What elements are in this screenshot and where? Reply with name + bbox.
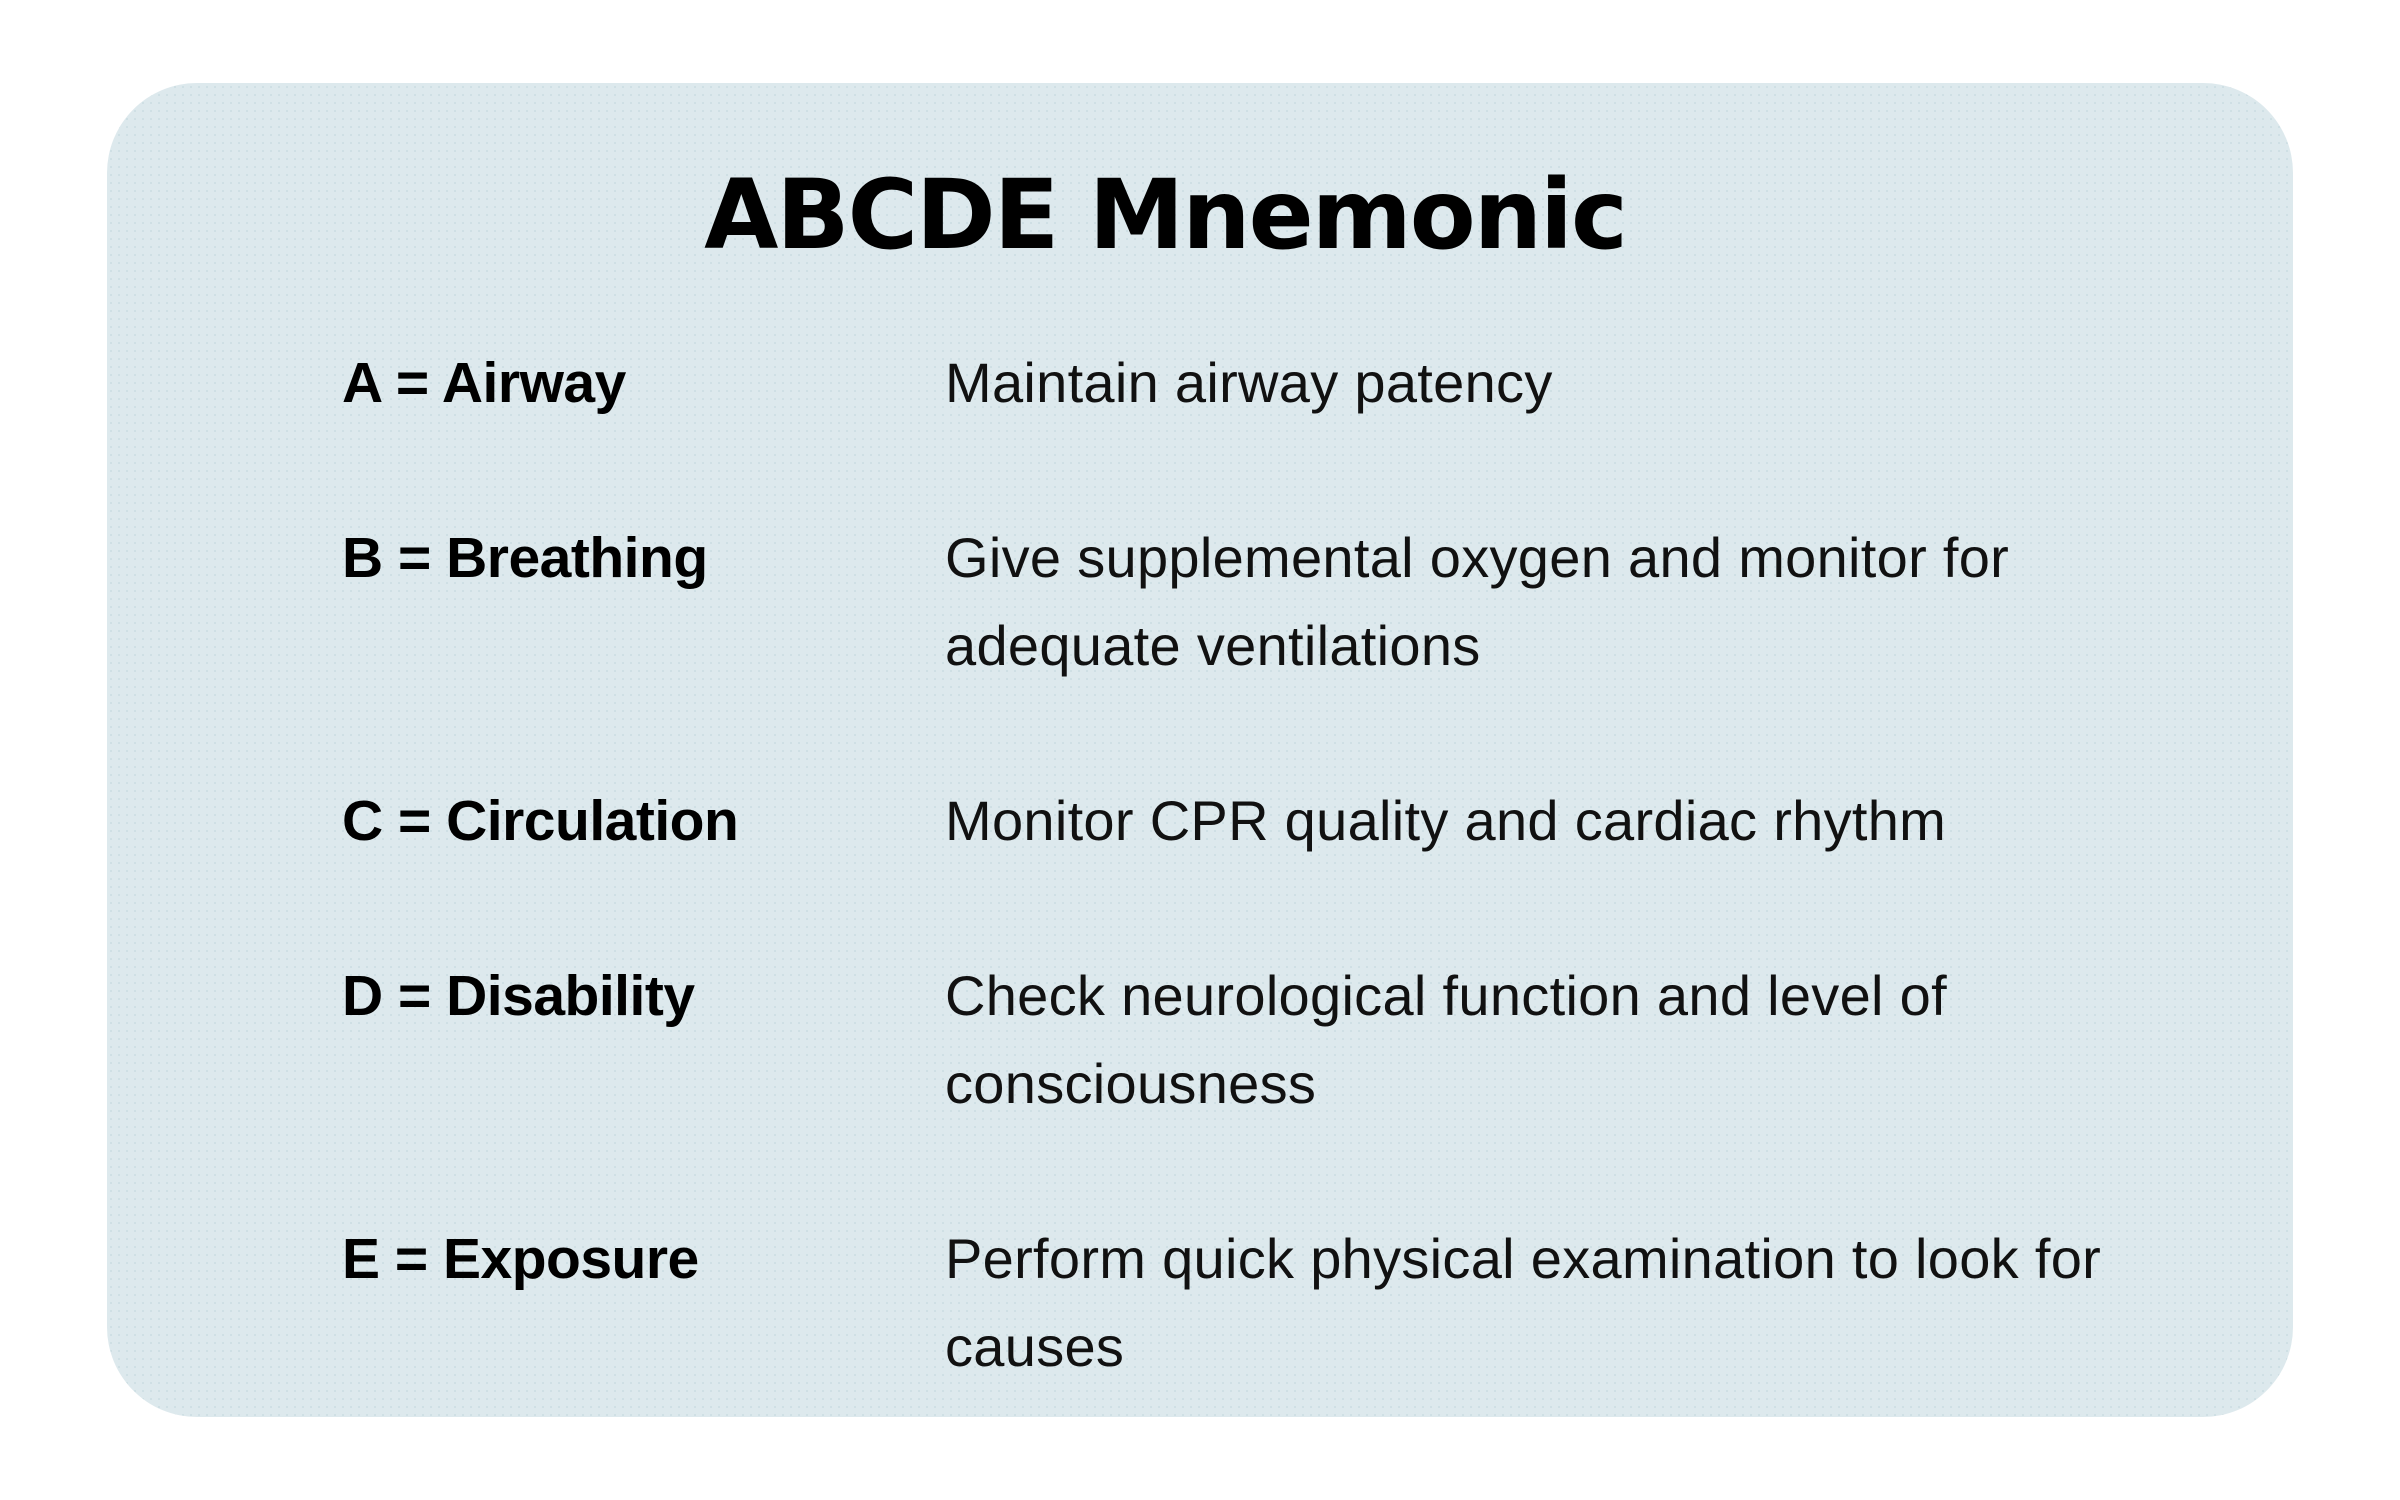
mnemonic-list <box>342 339 2142 1478</box>
row-description: Maintain airway patency <box>945 351 1553 414</box>
row-description: Give supplemental oxygen and monitor for adequate ventilations <box>945 526 2010 677</box>
mnemonic-row-disability <box>342 952 2142 1128</box>
row-label: D = Disability <box>342 964 695 1028</box>
row-label: B = Breathing <box>342 526 708 590</box>
row-label: E = Exposure <box>342 1227 699 1291</box>
row-description: Perform quick physical examination to look for causes <box>945 1227 2102 1378</box>
mnemonic-row-airway <box>342 339 2142 427</box>
mnemonic-row-breathing <box>342 514 2142 690</box>
mnemonic-row-exposure <box>342 1215 2142 1391</box>
mnemonic-row-circulation <box>342 777 2142 865</box>
row-description: Monitor CPR quality and cardiac rhythm <box>945 789 1947 852</box>
row-description: Check neurological function and level of consciousness <box>945 964 1947 1115</box>
row-label: A = Airway <box>342 351 626 415</box>
row-label: C = Circulation <box>342 789 739 853</box>
page-title: ABCDE Mnemonic <box>704 159 1626 271</box>
